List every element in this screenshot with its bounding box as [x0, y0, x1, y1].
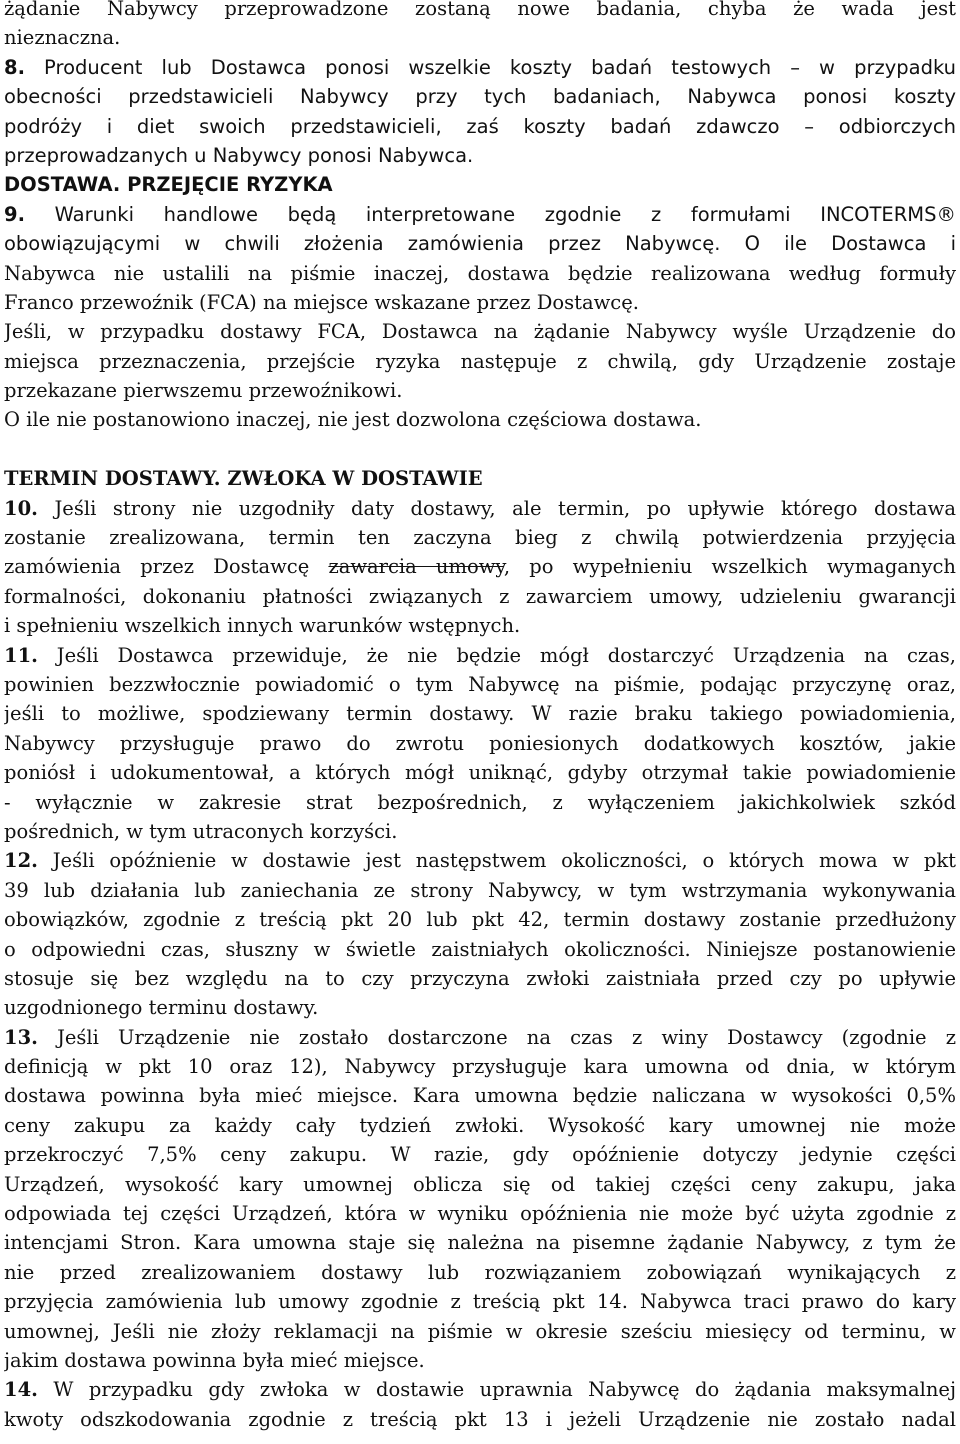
text-line: obowiązującymi w chwili złożenia zamówienia przez Nabywcę. O ile Dostawca i [4, 232, 956, 256]
paragraph-number: 10. [4, 496, 38, 520]
text-line: Nabywca nie ustalili na piśmie inaczej, dostawa będzie realizowana według formuły [4, 261, 956, 285]
text-line: przekroczyć 7,5% ceny zakupu. W razie, gdy opóźnienie dotyczy jedynie części [4, 1143, 956, 1167]
paragraph-13-first-line [4, 1023, 956, 1052]
text-line: przeprowadzanych u Nabywcy ponosi Nabywca. [4, 143, 474, 167]
text-line: 39 lub działania lub zaniechania ze strony Nabywcy, w tym wstrzymania wykonywania [4, 878, 956, 902]
paragraph-number: 13. [4, 1025, 38, 1049]
paragraph-10-first-line [4, 494, 956, 523]
text-line: nieznaczna. [4, 26, 121, 50]
text-line: zostanie zrealizowana, termin ten zaczyna bieg z chwilą potwierdzenia przyjęcia [4, 526, 956, 550]
paragraph-14-first-line [4, 1375, 956, 1404]
section-heading-delivery-term: TERMIN DOSTAWY. ZWŁOKA W DOSTAWIE [4, 467, 483, 491]
text-line: powinien bezzwłocznie powiadomić o tym Nabywcę na piśmie, podając przyczynę oraz, [4, 672, 956, 696]
text-line: umownej, Jeśli nie złoży reklamacji na piśmie w okresie sześciu miesięcy od terminu, w [4, 1319, 956, 1343]
text-line: O ile nie postanowiono inaczej, nie jest dozwolona częściowa dostawa. [4, 408, 702, 432]
paragraph-8-first-line [4, 53, 956, 82]
paragraph-11-first-line [4, 641, 956, 670]
text-line: Urządzeń, wysokość kary umownej oblicza się od takiej części ceny zakupu, jaka [4, 1172, 956, 1196]
text-line: jakim dostawa powinna była mieć miejsce. [4, 1348, 425, 1372]
text-line: Franco przewoźnik (FCA) na miejsce wskazane przez Dostawcę. [4, 290, 639, 314]
text-line: żądanie Nabywcy przeprowadzone zostaną nowe badania, chyba że wada jest [4, 0, 956, 20]
struck-text: zawarcia umowy [328, 555, 504, 579]
text-line: przyjęcia zamówienia lub umowy zgodnie z treścią pkt 14. Nabywca traci prawo do kary [4, 1290, 956, 1314]
text-line: obecności przedstawicieli Nabywcy przy tych badaniach, Nabywca ponosi koszty [4, 85, 956, 109]
text-segment: Jeśli Dostawca przewiduje, że nie będzie mógł dostarczyć Urządzenia na czas, [37, 643, 956, 667]
paragraph-number: 8. [4, 55, 25, 79]
text-line: odpowiada tej części Urządzeń, która w wyniku opóźnienia nie może być użyta zgodnie z [4, 1202, 956, 1226]
paragraph-number: 14. [4, 1378, 38, 1402]
paragraph-number: 12. [4, 849, 38, 873]
text-line: uzgodnionego terminu dostawy. [4, 996, 319, 1020]
text-line: miejsca przeznaczenia, przejście ryzyka następuje z chwilą, gdy Urządzenie zostaje [4, 349, 956, 373]
text-line: stosuje się bez względu na to czy przyczyna zwłoki zaistniała przed czy po upływie [4, 966, 956, 990]
section-heading-delivery: DOSTAWA. PRZEJĘCIE RYZYKA [4, 173, 333, 197]
text-line: formalności, dokonaniu płatności związanych z zawarciem umowy, udzieleniu gwarancji [4, 584, 956, 608]
document-page [4, 0, 956, 1434]
text-line-with-strikethrough [4, 552, 956, 581]
text-line: przekazane pierwszemu przewoźnikowi. [4, 379, 403, 403]
text-line: intencjami Stron. Kara umowna staje się należna na pisemne żądanie Nabywcy, z tym że [4, 1231, 956, 1255]
text-segment: Warunki handlowe będą interpretowane zgodnie z formułami INCOTERMS® [24, 202, 956, 226]
text-line: obowiązków, zgodnie z treścią pkt 20 lub pkt 42, termin dostawy zostanie przedłużony [4, 908, 956, 932]
text-line: jeśli to możliwe, spodziewany termin dostawy. W razie braku takiego powiadomienia, [4, 702, 956, 726]
text-line: podróży i diet swoich przedstawicieli, zaś koszty badań zdawczo – odbiorczych [4, 114, 956, 138]
text-segment: Jeśli opóźnienie w dostawie jest następstwem okoliczności, o których mowa w pkt [37, 849, 956, 873]
text-segment: Jeśli strony nie uzgodniły daty dostawy, ale termin, po upływie którego dostawa [37, 496, 956, 520]
text-segment: W przypadku gdy zwłoka w dostawie uprawnia Nabywcę do żądania maksymalnej [37, 1378, 956, 1402]
text-line: ceny zakupu za każdy cały tydzień zwłoki. Wysokość kary umownej nie może [4, 1113, 956, 1137]
text-line: o odpowiedni czas, słuszny w świetle zaistniałych okoliczności. Niniejsze postanowienie [4, 937, 956, 961]
text-segment: Producent lub Dostawca ponosi wszelkie koszty badań testowych – w przypadku [24, 55, 956, 79]
text-line: nie przed zrealizowaniem dostawy lub rozwiązaniem zobowiązań wynikających z [4, 1260, 956, 1284]
text-segment: , po wypełnieniu wszelkich wymaganych [503, 555, 956, 579]
text-line: kwoty odszkodowania zgodnie z treścią pkt 13 i jeżeli Urządzenie nie zostało nadal [4, 1407, 956, 1431]
blank-line [4, 435, 956, 464]
paragraph-9-first-line [4, 200, 956, 229]
text-line: dostawa powinna była mieć miejsce. Kara umowna będzie naliczana w wysokości 0,5% [4, 1084, 956, 1108]
text-segment: Jeśli Urządzenie nie zostało dostarczone na czas z winy Dostawcy (zgodnie z [37, 1025, 956, 1049]
text-segment: zamówienia przez Dostawcę [4, 555, 329, 579]
text-line: Jeśli, w przypadku dostawy FCA, Dostawca na żądanie Nabywcy wyśle Urządzenie do [4, 320, 956, 344]
text-line: definicją w pkt 10 oraz 12), Nabywcy przysługuje kara umowna od dnia, w którym [4, 1055, 956, 1079]
paragraph-number: 11. [4, 643, 38, 667]
paragraph-number: 9. [4, 202, 25, 226]
paragraph-12-first-line [4, 846, 956, 875]
text-line: poniósł i udokumentował, a których mógł uniknąć, gdyby otrzymał takie powiadomienie [4, 761, 956, 785]
text-line: i spełnieniu wszelkich innych warunków wstępnych. [4, 614, 521, 638]
text-line: - wyłącznie w zakresie strat bezpośrednich, z wyłączeniem jakichkolwiek szkód [4, 790, 956, 814]
text-line: pośrednich, w tym utraconych korzyści. [4, 819, 398, 843]
text-line: Nabywcy przysługuje prawo do zwrotu poniesionych dodatkowych kosztów, jakie [4, 731, 956, 755]
